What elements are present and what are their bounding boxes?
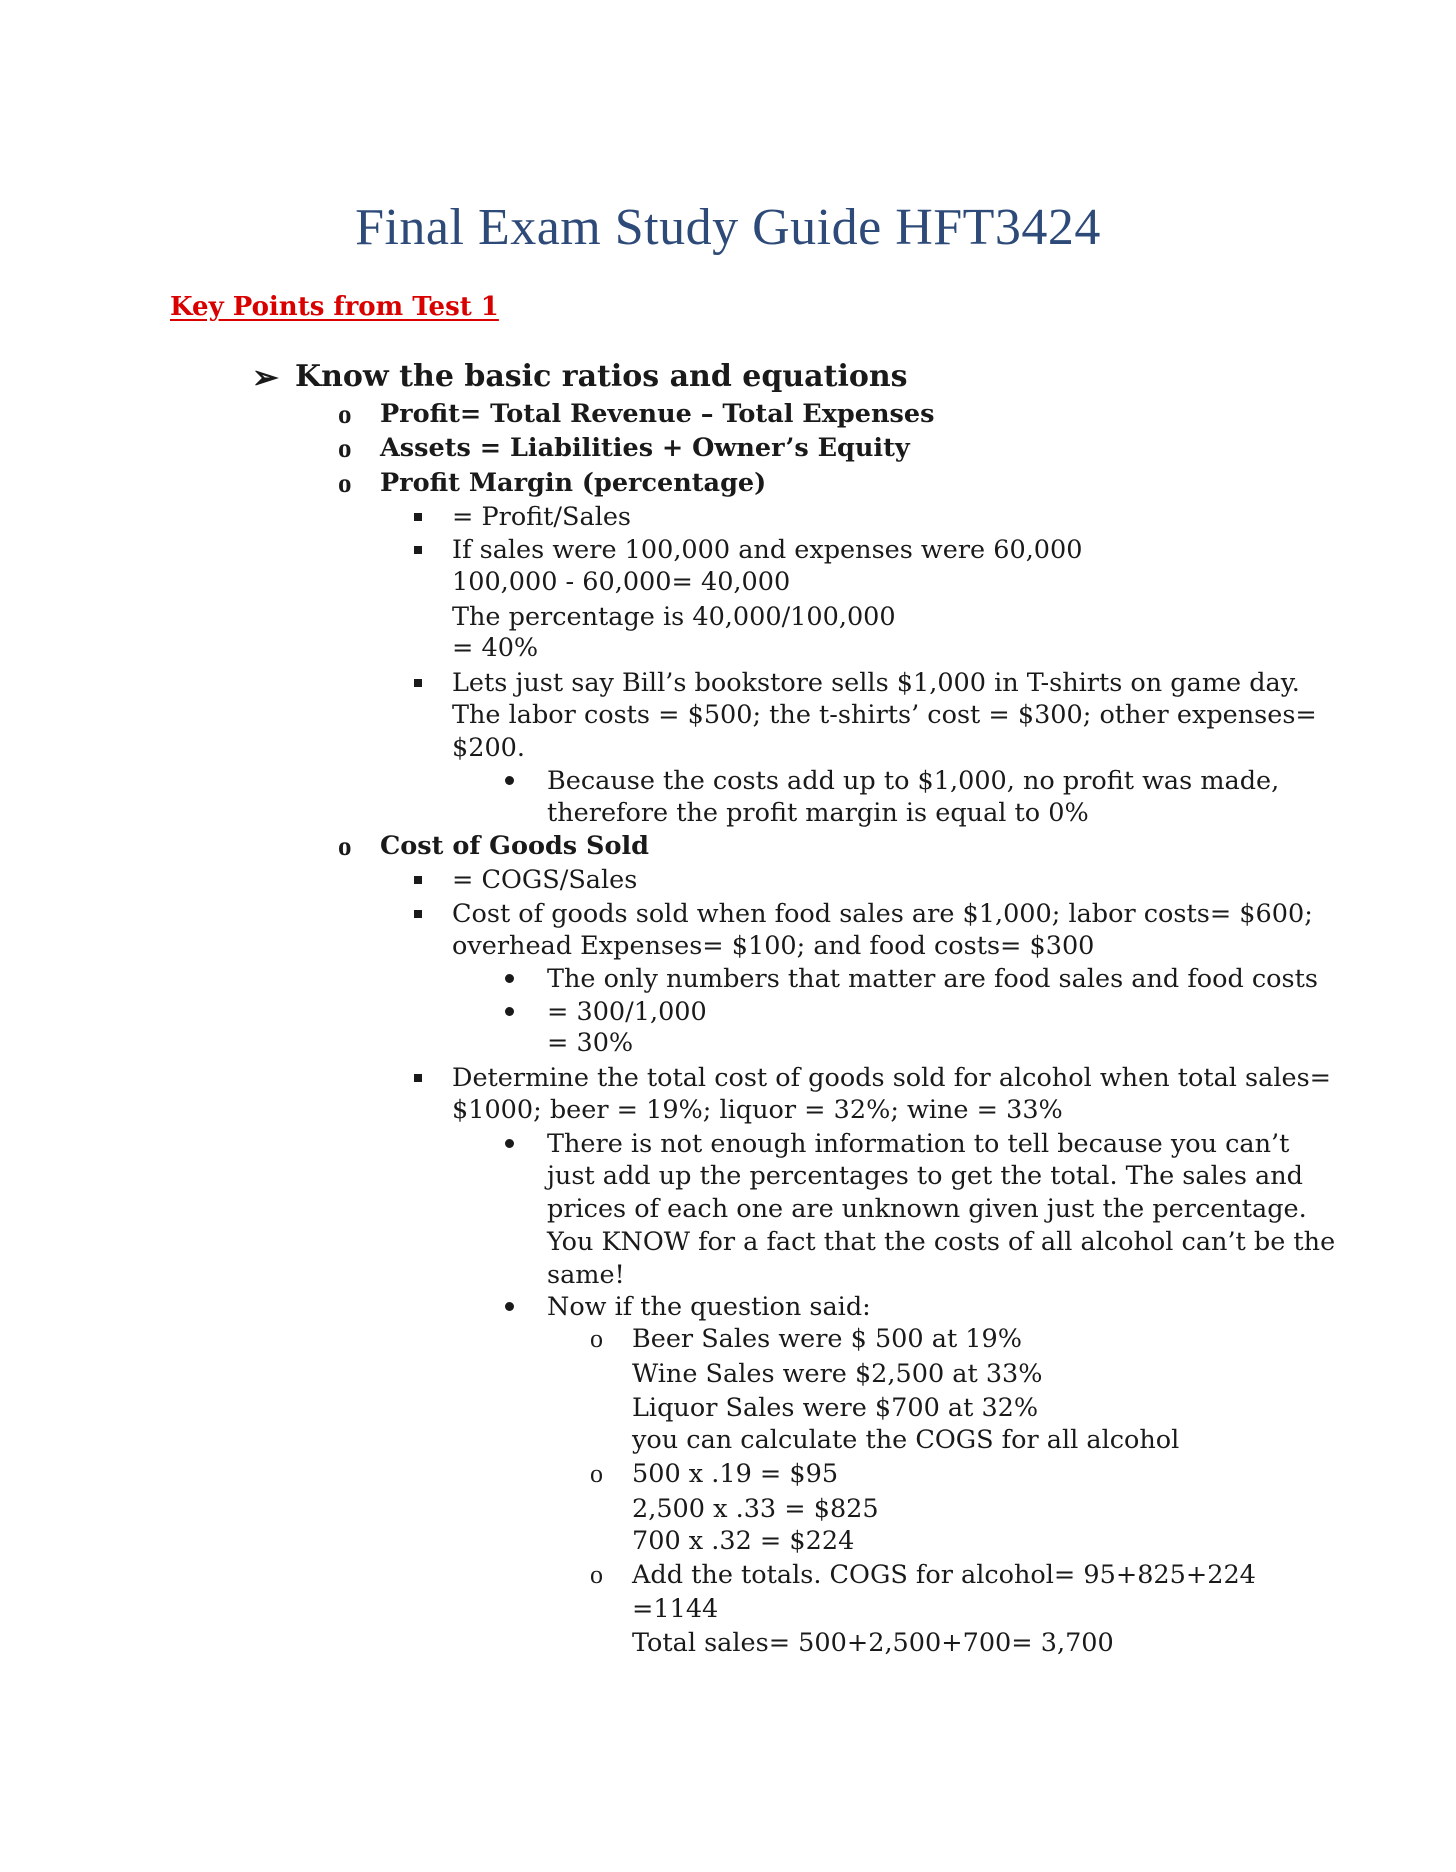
arrow-bullet-icon: ➢ (252, 358, 279, 396)
list-item-continuation: 100,000 - 60,000= 40,000 (452, 567, 791, 597)
list-item-continuation: therefore the profit margin is equal to 0% (547, 798, 1089, 828)
square-bullet-icon (414, 1074, 422, 1082)
list-item-continuation: Wine Sales were $2,500 at 33% (632, 1359, 1043, 1389)
circle-bullet-icon: o (338, 433, 352, 463)
circle-bullet-icon: o (590, 1459, 603, 1488)
list-item-continuation: same! (547, 1260, 625, 1290)
list-item: Add the totals. COGS for alcohol= 95+825+224 (632, 1560, 1256, 1590)
list-item: Lets just say Bill’s bookstore sells $1,000 in T-shirts on game day. (452, 668, 1300, 698)
list-item-continuation: You KNOW for a fact that the costs of all alcohol can’t be the (547, 1227, 1336, 1257)
list-item: Assets = Liabilities + Owner’s Equity (380, 433, 910, 463)
dot-bullet-icon (505, 974, 514, 983)
list-item-continuation: prices of each one are unknown given just the percentage. (547, 1194, 1307, 1224)
list-item: There is not enough information to tell because you can’t (547, 1129, 1290, 1159)
list-item-continuation: = 30% (547, 1028, 634, 1058)
list-item-continuation: Total sales= 500+2,500+700= 3,700 (632, 1628, 1114, 1658)
list-item: Determine the total cost of goods sold for alcohol when total sales= (452, 1063, 1332, 1093)
list-item-continuation: = 40% (452, 633, 539, 663)
list-item-continuation: $200. (452, 733, 526, 763)
circle-bullet-icon: o (338, 468, 352, 498)
list-item-continuation: you can calculate the COGS for all alcohol (632, 1425, 1180, 1455)
section-heading: Key Points from Test 1 (170, 292, 499, 322)
list-item-continuation: just add up the percentages to get the total. The sales and (547, 1161, 1303, 1191)
list-item: 500 x .19 = $95 (632, 1459, 839, 1489)
dot-bullet-icon (505, 776, 514, 785)
list-item: Profit= Total Revenue – Total Expenses (380, 399, 935, 429)
list-item-continuation: Liquor Sales were $700 at 32% (632, 1393, 1039, 1423)
list-item: Because the costs add up to $1,000, no profit was made, (547, 766, 1280, 796)
square-bullet-icon (414, 876, 422, 884)
list-item-heading: Know the basic ratios and equations (295, 359, 908, 394)
square-bullet-icon (414, 546, 422, 554)
list-item: = Profit/Sales (452, 502, 632, 532)
dot-bullet-icon (505, 1007, 514, 1016)
list-item-continuation: $1000; beer = 19%; liquor = 32%; wine = 33% (452, 1095, 1063, 1125)
list-item-continuation: =1144 (632, 1594, 719, 1624)
page-title: Final Exam Study Guide HFT3424 (355, 199, 1101, 256)
dot-bullet-icon (505, 1139, 514, 1148)
circle-bullet-icon: o (338, 831, 352, 861)
list-item-continuation: 2,500 x .33 = $825 (632, 1494, 879, 1524)
circle-bullet-icon: o (338, 399, 352, 429)
list-item-continuation: 700 x .32 = $224 (632, 1526, 855, 1556)
square-bullet-icon (414, 910, 422, 918)
list-item: Beer Sales were $ 500 at 19% (632, 1324, 1022, 1354)
square-bullet-icon (414, 513, 422, 521)
list-item: The only numbers that matter are food sales and food costs (547, 964, 1318, 994)
list-item: = COGS/Sales (452, 865, 638, 895)
list-item-continuation: The percentage is 40,000/100,000 (452, 602, 896, 632)
list-item: Cost of Goods Sold (380, 831, 649, 861)
list-item: = 300/1,000 (547, 997, 707, 1027)
list-item: Cost of goods sold when food sales are $1,000; labor costs= $600; (452, 899, 1313, 929)
square-bullet-icon (414, 679, 422, 687)
dot-bullet-icon (505, 1302, 514, 1311)
circle-bullet-icon: o (590, 1324, 603, 1353)
list-item-continuation: overhead Expenses= $100; and food costs= $300 (452, 931, 1095, 961)
circle-bullet-icon: o (590, 1560, 603, 1589)
list-item: If sales were 100,000 and expenses were 60,000 (452, 535, 1083, 565)
list-item: Profit Margin (percentage) (380, 468, 767, 498)
list-item-continuation: The labor costs = $500; the t-shirts’ cost = $300; other expenses= (452, 700, 1317, 730)
list-item: Now if the question said: (547, 1292, 871, 1322)
